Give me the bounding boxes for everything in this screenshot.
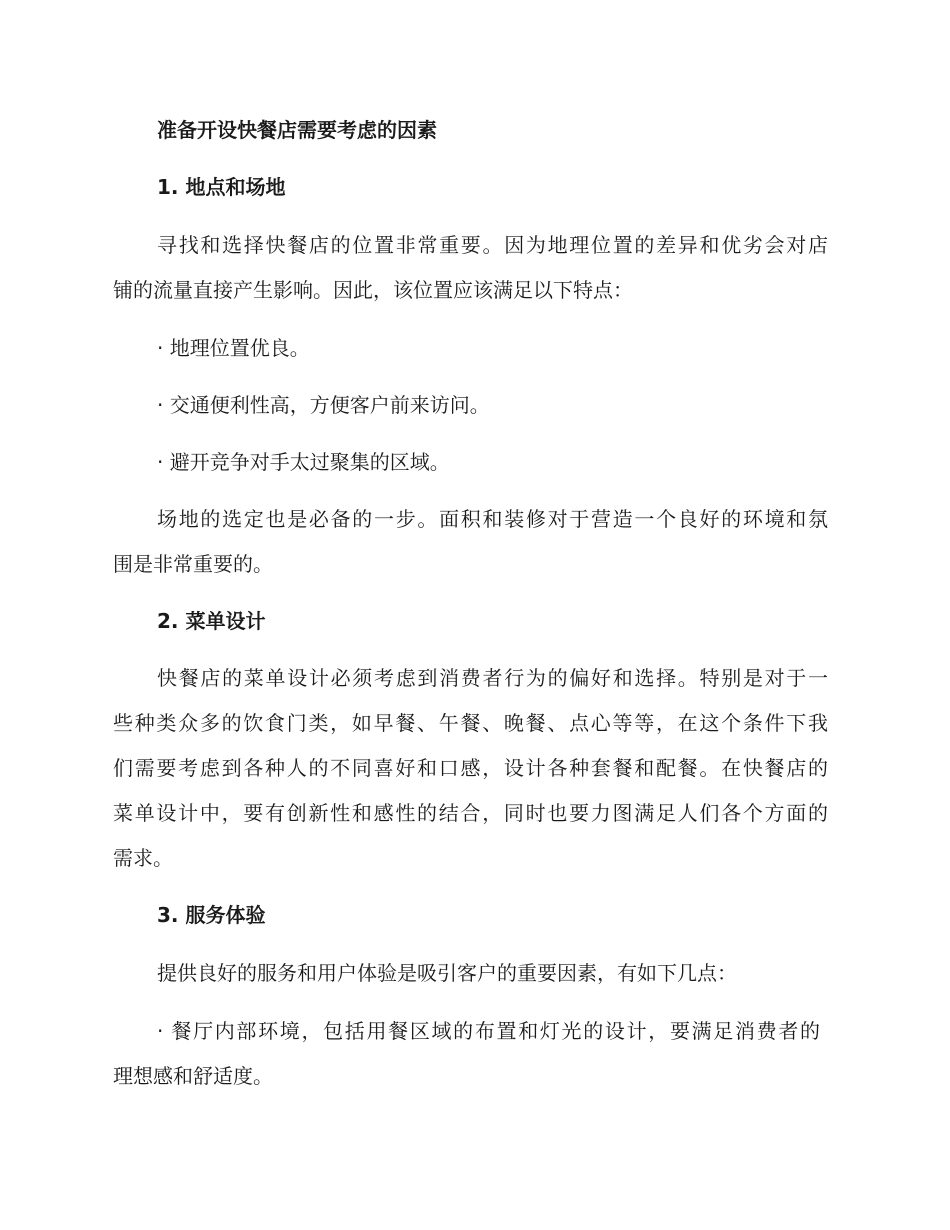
paragraph-line: 围是非常重要的。 xyxy=(113,552,273,576)
paragraph-line: 些种类众多的饮食门类，如早餐、午餐、晚餐、点心等等，在这个条件下我 xyxy=(113,711,828,735)
bullet-item: · 避开竞争对手太过聚集的区域。 xyxy=(157,450,450,474)
bullet-item-continuation: 理想感和舒适度。 xyxy=(113,1064,273,1088)
paragraph-line: 铺的流量直接产生影响。因此，该位置应该满足以下特点： xyxy=(113,278,633,302)
section-heading-service: 3. 服务体验 xyxy=(157,903,266,927)
bullet-item: · 餐厅内部环境，包括用餐区域的布置和灯光的设计，要满足消费者的 xyxy=(157,1019,820,1043)
paragraph-line: 寻找和选择快餐店的位置非常重要。因为地理位置的差异和优劣会对店 xyxy=(157,233,828,257)
section-heading-menu: 2. 菜单设计 xyxy=(157,609,266,633)
paragraph-line: 菜单设计中，要有创新性和感性的结合，同时也要力图满足人们各个方面的 xyxy=(113,801,828,825)
document-title: 准备开设快餐店需要考虑的因素 xyxy=(157,118,437,142)
paragraph-line: 快餐店的菜单设计必须考虑到消费者行为的偏好和选择。特别是对于一 xyxy=(157,666,828,690)
paragraph-line: 需求。 xyxy=(113,846,173,870)
paragraph-line: 们需要考虑到各种人的不同喜好和口感，设计各种套餐和配餐。在快餐店的 xyxy=(113,756,828,780)
bullet-item: · 交通便利性高，方便客户前来访问。 xyxy=(157,393,490,417)
bullet-item: · 地理位置优良。 xyxy=(157,336,310,360)
section-heading-location: 1. 地点和场地 xyxy=(157,175,286,199)
paragraph-line: 提供良好的服务和用户体验是吸引客户的重要因素，有如下几点： xyxy=(157,961,737,985)
paragraph-line: 场地的选定也是必备的一步。面积和装修对于营造一个良好的环境和氛 xyxy=(157,507,828,531)
